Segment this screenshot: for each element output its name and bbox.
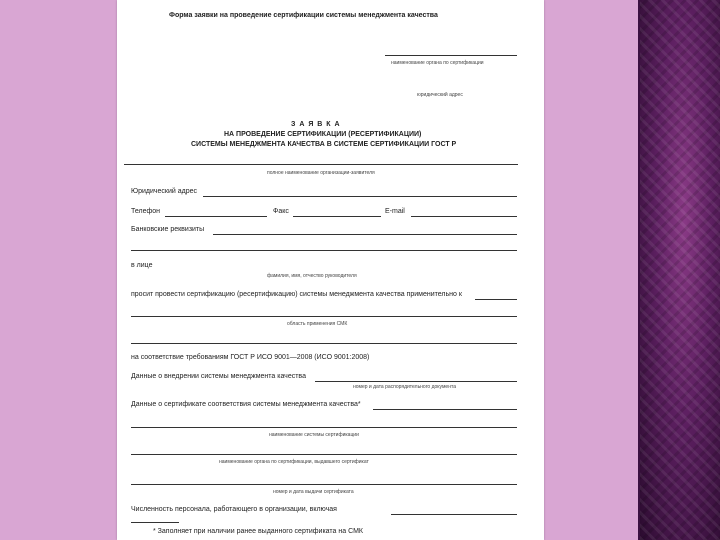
footnote-text: * Заполняет при наличии ранее выданного сертификата на СМК (153, 528, 363, 535)
phone-line (165, 216, 267, 217)
org-name-line (124, 164, 518, 165)
email-line (411, 216, 517, 217)
certificate-label: Данные о сертификате соответствия системы менеджмента качества* (131, 401, 361, 408)
number-line (131, 484, 517, 485)
person-caption: фамилия, имя, отчество руководителя (267, 273, 357, 279)
implementation-line (315, 381, 517, 382)
organ-name-line (385, 55, 517, 56)
staff-line (391, 514, 517, 515)
decorative-side-panel (640, 0, 720, 540)
document-page (117, 0, 544, 540)
email-label: E-mail (385, 208, 405, 215)
conformance-text: на соответствие требованиям ГОСТ Р ИСО 9001—2008 (ИСО 9001:2008) (131, 354, 370, 361)
legal-address-line (203, 196, 517, 197)
bank-details-label: Банковские реквизиты (131, 226, 205, 233)
heading-line-2: НА ПРОВЕДЕНИЕ СЕРТИФИКАЦИИ (РЕСЕРТИФИКАЦИИ) (224, 131, 422, 138)
in-person-label: в лице (131, 262, 153, 269)
legal-address-label: Юридический адрес (131, 188, 198, 195)
scope-line-2 (131, 343, 517, 344)
organ-name-caption: наименование органа по сертификации (391, 60, 484, 66)
number-caption: номер и дата выдачи сертификата (273, 489, 354, 495)
issuer-line (131, 454, 517, 455)
certificate-line (373, 409, 517, 410)
system-line (131, 427, 517, 428)
footnote-rule (131, 522, 179, 523)
implementation-caption: номер и дата распорядительного документа (353, 384, 456, 390)
system-caption: наименование системы сертификации (269, 432, 359, 438)
org-name-caption: полное наименование организации-заявителя (267, 170, 375, 176)
fax-label: Факс (273, 208, 289, 215)
document-title: Форма заявки на проведение сертификации системы менеджмента качества (169, 12, 438, 19)
fax-line (293, 216, 381, 217)
scope-line (131, 316, 517, 317)
heading-line-3: СИСТЕМЫ МЕНЕДЖМЕНТА КАЧЕСТВА В СИСТЕМЕ СЕРТИФИКАЦИИ ГОСТ Р (191, 141, 457, 148)
scope-caption: область применения СМК (287, 321, 348, 327)
request-line (475, 299, 517, 300)
phone-label: Телефон (131, 208, 161, 215)
heading-line-1: З А Я В К А (291, 121, 341, 128)
bank-details-line-2 (131, 250, 517, 251)
staff-label: Численность персонала, работающего в организации, включая (131, 506, 337, 513)
request-text: просит провести сертификацию (ресертификацию) системы менеджмента качества применительно к (131, 291, 462, 298)
implementation-label: Данные о внедрении системы менеджмента качества (131, 373, 306, 380)
organ-address-caption: юридический адрес (417, 92, 463, 98)
bank-details-line (213, 234, 517, 235)
issuer-caption: наименование органа по сертификации, выдавшего сертификат (219, 459, 369, 465)
